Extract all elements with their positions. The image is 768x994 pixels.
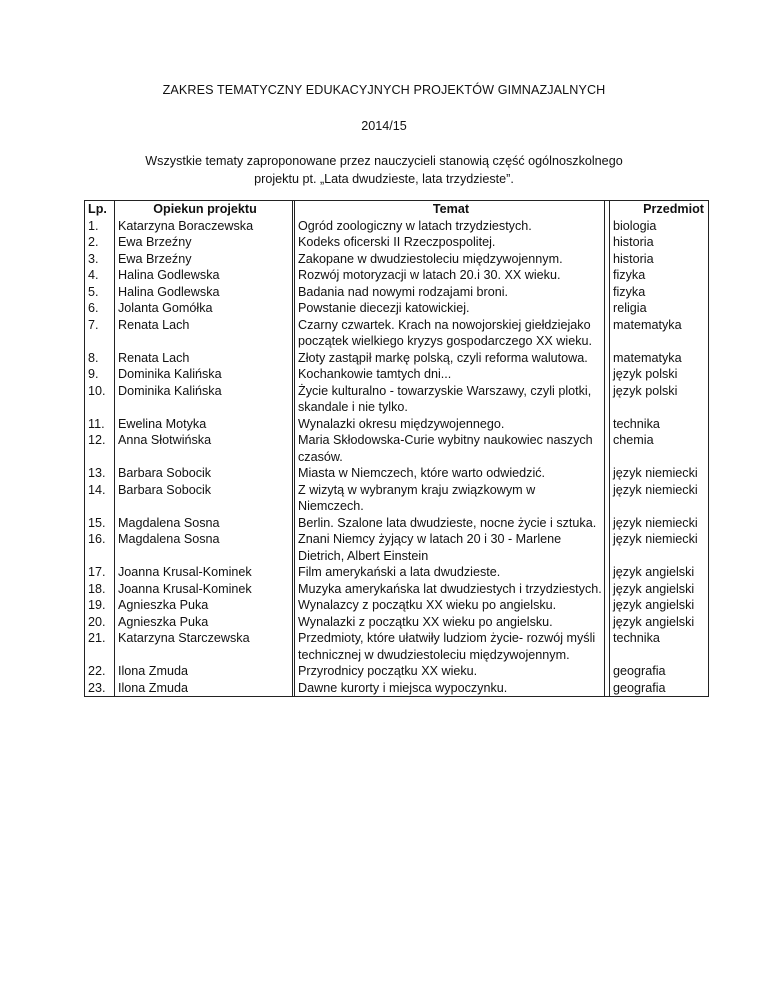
row-opiekun: Barbara Sobocik	[115, 465, 293, 482]
row-lp: 11.	[85, 416, 115, 433]
row-lp: 2.	[85, 234, 115, 251]
row-lp: 14.	[85, 482, 115, 515]
row-opiekun: Ilona Zmuda	[115, 680, 293, 697]
row-temat: Wynalazcy z początku XX wieku po angielsku.	[295, 597, 605, 614]
row-temat: Wynalazki z początku XX wieku po angielsku.	[295, 614, 605, 631]
row-przedmiot: fizyka	[610, 267, 709, 284]
table-row	[85, 597, 709, 614]
intro-paragraph	[100, 152, 668, 188]
row-temat: Wynalazki okresu międzywojennego.	[295, 416, 605, 433]
row-lp: 3.	[85, 251, 115, 268]
row-temat: Dawne kurorty i miejsca wypoczynku.	[295, 680, 605, 697]
table-row	[85, 234, 709, 251]
row-lp: 7.	[85, 317, 115, 350]
header-lp: Lp.	[85, 201, 115, 218]
row-przedmiot: biologia	[610, 218, 709, 235]
row-opiekun: Agnieszka Puka	[115, 614, 293, 631]
table-row	[85, 465, 709, 482]
row-opiekun: Jolanta Gomółka	[115, 300, 293, 317]
row-lp: 23.	[85, 680, 115, 697]
row-temat: Przyrodnicy początku XX wieku.	[295, 663, 605, 680]
row-temat: Z wizytą w wybranym kraju związkowym w Niemczech.	[295, 482, 605, 515]
table-row	[85, 218, 709, 235]
row-opiekun: Dominika Kalińska	[115, 366, 293, 383]
table-row	[85, 267, 709, 284]
row-przedmiot: geografia	[610, 680, 709, 697]
row-przedmiot: geografia	[610, 663, 709, 680]
row-przedmiot: język niemiecki	[610, 531, 709, 564]
row-lp: 6.	[85, 300, 115, 317]
row-przedmiot: język polski	[610, 383, 709, 416]
row-lp: 16.	[85, 531, 115, 564]
row-lp: 10.	[85, 383, 115, 416]
row-przedmiot: język niemiecki	[610, 482, 709, 515]
table-row	[85, 350, 709, 367]
row-lp: 15.	[85, 515, 115, 532]
row-przedmiot: religia	[610, 300, 709, 317]
row-opiekun: Agnieszka Puka	[115, 597, 293, 614]
row-opiekun: Halina Godlewska	[115, 267, 293, 284]
row-przedmiot: język niemiecki	[610, 515, 709, 532]
row-opiekun: Joanna Krusal-Kominek	[115, 581, 293, 598]
table-row	[85, 383, 709, 416]
row-temat: Muzyka amerykańska lat dwudziestych i trzydziestych.	[295, 581, 605, 598]
table-row	[85, 300, 709, 317]
table-row	[85, 581, 709, 598]
row-przedmiot: chemia	[610, 432, 709, 465]
table-row	[85, 482, 709, 515]
row-lp: 19.	[85, 597, 115, 614]
row-przedmiot: historia	[610, 251, 709, 268]
row-temat: Film amerykański a lata dwudzieste.	[295, 564, 605, 581]
row-przedmiot: technika	[610, 416, 709, 433]
row-opiekun: Katarzyna Boraczewska	[115, 218, 293, 235]
row-temat: Przedmioty, które ułatwiły ludziom życie- rozwój myśli technicznej w dwudziestoleciu międzywojennym.	[295, 630, 605, 663]
table-row	[85, 251, 709, 268]
row-przedmiot: fizyka	[610, 284, 709, 301]
header-przedmiot: Przedmiot	[610, 201, 709, 218]
table-row	[85, 680, 709, 697]
row-przedmiot: technika	[610, 630, 709, 663]
row-temat: Rozwój motoryzacji w latach 20.i 30. XX wieku.	[295, 267, 605, 284]
row-lp: 8.	[85, 350, 115, 367]
row-lp: 21.	[85, 630, 115, 663]
row-przedmiot: język angielski	[610, 581, 709, 598]
row-przedmiot: matematyka	[610, 317, 709, 350]
row-opiekun: Ewelina Motyka	[115, 416, 293, 433]
row-temat: Maria Skłodowska-Curie wybitny naukowiec naszych czasów.	[295, 432, 605, 465]
row-opiekun: Barbara Sobocik	[115, 482, 293, 515]
row-opiekun: Ewa Brzeźny	[115, 234, 293, 251]
row-przedmiot: historia	[610, 234, 709, 251]
row-temat: Badania nad nowymi rodzajami broni.	[295, 284, 605, 301]
row-temat: Czarny czwartek. Krach na nowojorskiej giełdziejako początek wielkiego kryzys gospodarczego XX wieku.	[295, 317, 605, 350]
row-lp: 12.	[85, 432, 115, 465]
table-row	[85, 366, 709, 383]
row-opiekun: Ilona Zmuda	[115, 663, 293, 680]
row-temat: Kodeks oficerski II Rzeczpospolitej.	[295, 234, 605, 251]
row-temat: Złoty zastąpił markę polską, czyli reforma walutowa.	[295, 350, 605, 367]
table-row	[85, 564, 709, 581]
table-row	[85, 531, 709, 564]
row-opiekun: Magdalena Sosna	[115, 531, 293, 564]
row-opiekun: Halina Godlewska	[115, 284, 293, 301]
table-row	[85, 416, 709, 433]
row-lp: 18.	[85, 581, 115, 598]
row-opiekun: Renata Lach	[115, 317, 293, 350]
row-przedmiot: matematyka	[610, 350, 709, 367]
row-opiekun: Renata Lach	[115, 350, 293, 367]
row-opiekun: Joanna Krusal-Kominek	[115, 564, 293, 581]
intro-line-1: Wszystkie tematy zaproponowane przez nauczycieli stanowią część ogólnoszkolnego	[145, 154, 623, 168]
row-temat: Ogród zoologiczny w latach trzydziestych.	[295, 218, 605, 235]
row-temat: Życie kulturalno - towarzyskie Warszawy, czyli plotki, skandale i nie tylko.	[295, 383, 605, 416]
row-temat: Kochankowie tamtych dni...	[295, 366, 605, 383]
table-body	[85, 218, 709, 697]
header-temat: Temat	[295, 201, 605, 218]
row-opiekun: Ewa Brzeźny	[115, 251, 293, 268]
school-year: 2014/15	[361, 119, 407, 133]
row-lp: 13.	[85, 465, 115, 482]
row-przedmiot: język niemiecki	[610, 465, 709, 482]
row-przedmiot: język polski	[610, 366, 709, 383]
row-temat: Zakopane w dwudziestoleciu międzywojennym.	[295, 251, 605, 268]
projects-table	[84, 200, 709, 697]
row-lp: 9.	[85, 366, 115, 383]
row-lp: 17.	[85, 564, 115, 581]
row-temat: Miasta w Niemczech, które warto odwiedzić.	[295, 465, 605, 482]
row-temat: Powstanie diecezji katowickiej.	[295, 300, 605, 317]
row-temat: Znani Niemcy żyjący w latach 20 i 30 - Marlene Dietrich, Albert Einstein	[295, 531, 605, 564]
row-przedmiot: język angielski	[610, 564, 709, 581]
row-lp: 4.	[85, 267, 115, 284]
row-lp: 1.	[85, 218, 115, 235]
table-header-row	[85, 201, 709, 218]
row-lp: 22.	[85, 663, 115, 680]
table-row	[85, 614, 709, 631]
header-opiekun: Opiekun projektu	[115, 201, 293, 218]
row-przedmiot: język angielski	[610, 614, 709, 631]
row-lp: 20.	[85, 614, 115, 631]
row-opiekun: Anna Słotwińska	[115, 432, 293, 465]
intro-line-2: projektu pt. „Lata dwudzieste, lata trzydzieste”.	[254, 172, 514, 186]
table-row	[85, 663, 709, 680]
table-row	[85, 515, 709, 532]
row-opiekun: Dominika Kalińska	[115, 383, 293, 416]
table-row	[85, 317, 709, 350]
document-title: ZAKRES TEMATYCZNY EDUKACYJNYCH PROJEKTÓW GIMNAZJALNYCH	[162, 83, 606, 97]
table-row	[85, 284, 709, 301]
row-opiekun: Magdalena Sosna	[115, 515, 293, 532]
row-opiekun: Katarzyna Starczewska	[115, 630, 293, 663]
table-row	[85, 630, 709, 663]
row-przedmiot: język angielski	[610, 597, 709, 614]
row-lp: 5.	[85, 284, 115, 301]
table-row	[85, 432, 709, 465]
row-temat: Berlin. Szalone lata dwudzieste, nocne życie i sztuka.	[295, 515, 605, 532]
